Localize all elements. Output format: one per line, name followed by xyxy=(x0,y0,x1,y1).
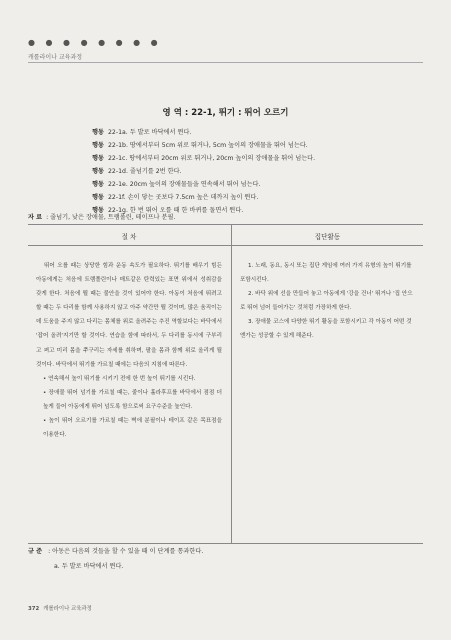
column-divider xyxy=(231,225,232,543)
procedure-paragraph: 뛰어 오를 때는 상당한 힘과 운동 속도가 필요하다. 뛰기를 배우기 힘든 아동에게는 처음에 트램폴린이나 매트같은 탄력있는 표면 위에서 성취감을 갖게 한다. 처음에 뛸 때는 불안을 것이 있어야 한다. 아동이 처음에 뛰려고 할 때는 두 다리를 함께 사용하지 않고 아주 약간만 뛸 것이며, 많은 움직이는데 도움을 주지 않고 다리는 몸체를 위로 올려주는 추진 역할보다는 바닥에서 '잡어 올려'지기만 할 것이다. 연습을 함에 따라서, 두 다리를 동시에 구부리고 펴고 미리 몸을 쭈구리는 자세를 취하며, 팔을 몸과 함께 위로 올리게 될 것이다. 바닥에서 뛰기를 가르칠 때에는 다음의 지침에 따른다. xyxy=(36,263,222,368)
behavior-key: 행동 xyxy=(92,194,104,201)
header-rule xyxy=(28,62,423,63)
behavior-key: 행동 xyxy=(92,129,104,136)
behavior-item xyxy=(92,178,412,191)
behavior-item xyxy=(92,165,412,178)
domain-title: 영 역 : 22-1, 뛰기 : 뛰어 오르기 xyxy=(162,108,289,118)
behavior-text: 22-1d. 줄넘기를 2번 한다. xyxy=(107,168,182,175)
header-dots: ● ● ● ● ● ● ● ● xyxy=(28,38,162,47)
criterion-sub-item: a. 두 발로 바닥에서 뛴다. xyxy=(54,563,124,570)
materials-line xyxy=(28,212,175,221)
group-activity-item: 3. 장애물 코스에 다양한 뛰기 활동을 포함시키고 각 아동이 어떤 것엔가는 성공할 수 있게 해준다. xyxy=(240,319,412,340)
page-number: 372 xyxy=(28,606,40,612)
page-footer xyxy=(28,604,92,612)
footer-title: 캐롤라이나 교육과정 xyxy=(43,606,92,612)
group-activity-item: 1. 노래, 동요, 동시 또는 집단 게임에 여러 가지 유형의 높이 뛰기를 포함시킨다. xyxy=(240,263,412,284)
procedure-bullet: • 장애물 뛰어 넘기를 가르칠 때는, 줄이나 훌라후프를 바닥에서 점점 더 높게 들어 아동에게 뛰어 넘도록 함으로써 요구수준을 높인다. xyxy=(43,389,222,410)
behavior-text: 22-1c. 땅에서부터 20cm 위로 뛰거나, 20cm 높이의 장애물을 뛰어 넘는다. xyxy=(107,155,316,162)
behavior-key: 행동 xyxy=(92,181,104,188)
behavior-item xyxy=(92,126,412,139)
procedure-table xyxy=(28,224,423,544)
behavior-text: 22-1e. 20cm 높이의 장애물들을 연속해서 뛰어 넘는다. xyxy=(107,181,261,188)
behavior-text: 22-1a. 두 발로 바닥에서 뛴다. xyxy=(107,129,192,136)
criterion-label: 규 준 xyxy=(28,548,43,555)
materials-label: 자 료 xyxy=(28,214,43,221)
behavior-key: 행동 xyxy=(92,168,104,175)
behavior-item xyxy=(92,152,412,165)
criterion-text: : 아동은 다음의 것들을 할 수 있을 때 이 단계를 통과한다. xyxy=(48,548,204,555)
group-activity-header: 집단활동 xyxy=(314,233,341,241)
behavior-list xyxy=(92,126,412,217)
materials-text: : 줄넘기, 낮은 장애물, 트램폴린, 테이프나 분필. xyxy=(46,214,176,221)
behavior-text: 22-1b. 땅에서부터 5cm 위로 뛰거나, 5cm 높이의 장애물을 뛰어 넘는다. xyxy=(107,142,308,149)
behavior-key: 행동 xyxy=(92,142,104,149)
behavior-key: 행동 xyxy=(92,155,104,162)
behavior-item xyxy=(92,191,412,204)
procedure-bullet: • 연속해서 높이 뛰기를 시키기 전에 한 번 높이 뛰기를 시킨다. xyxy=(43,375,196,382)
table-header-row xyxy=(28,225,423,246)
behavior-item xyxy=(92,139,412,152)
behavior-key: 행동 xyxy=(92,207,104,214)
group-activity-item: 2. 바닥 위에 선을 만들어 놓고 아동에게 '강을 건너' 뛰거나 '집 안으로 뛰어 넘어 들어가는' 것처럼 가장하게 한다. xyxy=(240,291,413,312)
behavior-text: 22-1g. 한 번 뛰어 오를 때 한 바퀴를 돌면서 뛴다. xyxy=(107,207,244,214)
procedure-header: 절 차 xyxy=(121,233,137,241)
running-header-title: 캐롤라이나 교육과정 xyxy=(28,54,83,61)
procedure-column xyxy=(36,259,222,442)
procedure-bullet: • 높이 뛰어 오르기를 가르칠 때는 벽에 분필이나 테이프 같은 목표점을 이용한다. xyxy=(43,418,222,439)
criterion-line xyxy=(28,546,203,555)
behavior-text: 22-1f. 손이 닿는 곳보다 7.5cm 높은 데까지 높이 뛴다. xyxy=(107,194,259,201)
group-activity-column xyxy=(240,259,415,344)
